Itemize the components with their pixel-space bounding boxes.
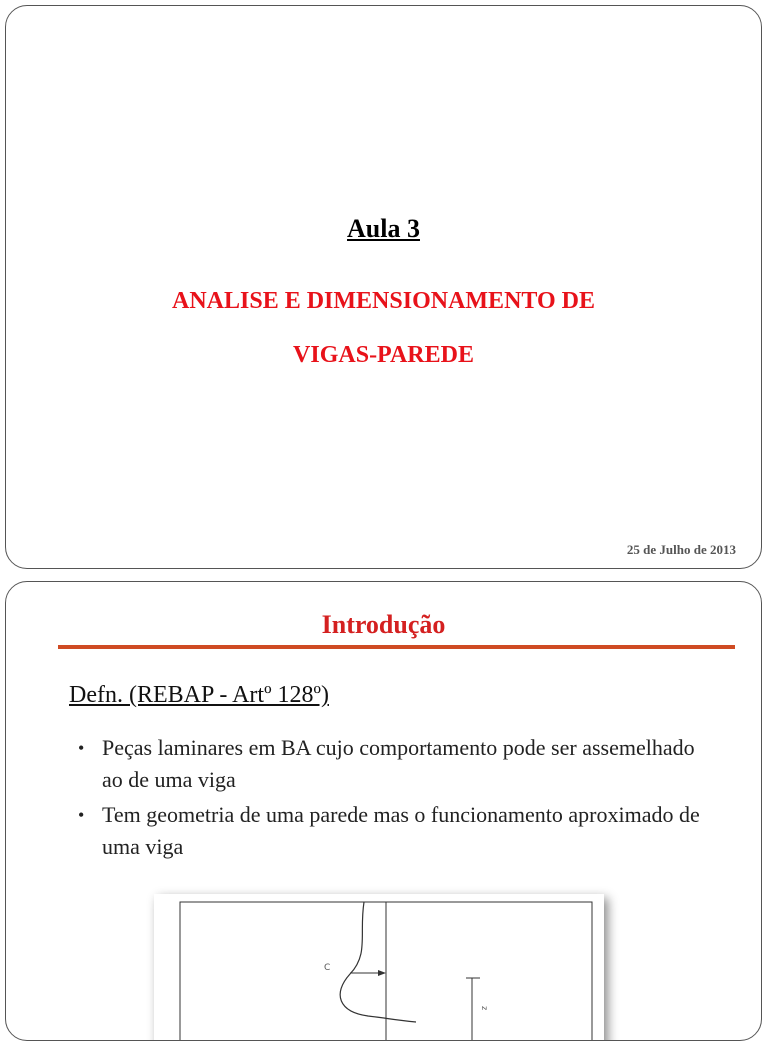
lesson-subtitle-line-1: ANALISE E DIMENSIONAMENTO DE	[172, 288, 595, 314]
section-title: Introdução	[321, 610, 446, 639]
stress-diagram	[154, 894, 604, 1041]
bullet-item: • Peças laminares em BA cujo comportamento pode ser assemelhado ao de uma viga	[78, 732, 718, 796]
bullet-dot-icon: •	[78, 805, 85, 825]
intro-slide	[5, 581, 762, 1041]
title-divider	[58, 645, 735, 649]
compression-label: C	[324, 963, 331, 973]
lesson-title: Aula 3	[347, 214, 420, 243]
compression-arrow-head	[378, 970, 386, 976]
lever-arm-label: z	[480, 1006, 489, 1011]
stress-diagram-figure	[154, 894, 604, 1041]
bullet-list	[78, 732, 718, 866]
slide-date: 25 de Julho de 2013	[626, 542, 736, 557]
bullet-dot-icon: •	[78, 738, 85, 758]
definition-heading: Defn. (REBAP - Artº 128º)	[69, 682, 329, 708]
title-slide	[5, 5, 762, 569]
bullet-item: • Tem geometria de uma parede mas o funcionamento aproximado de uma viga	[78, 799, 718, 863]
lesson-subtitle-line-2: VIGAS-PAREDE	[293, 342, 474, 368]
stress-curve	[340, 902, 416, 1022]
